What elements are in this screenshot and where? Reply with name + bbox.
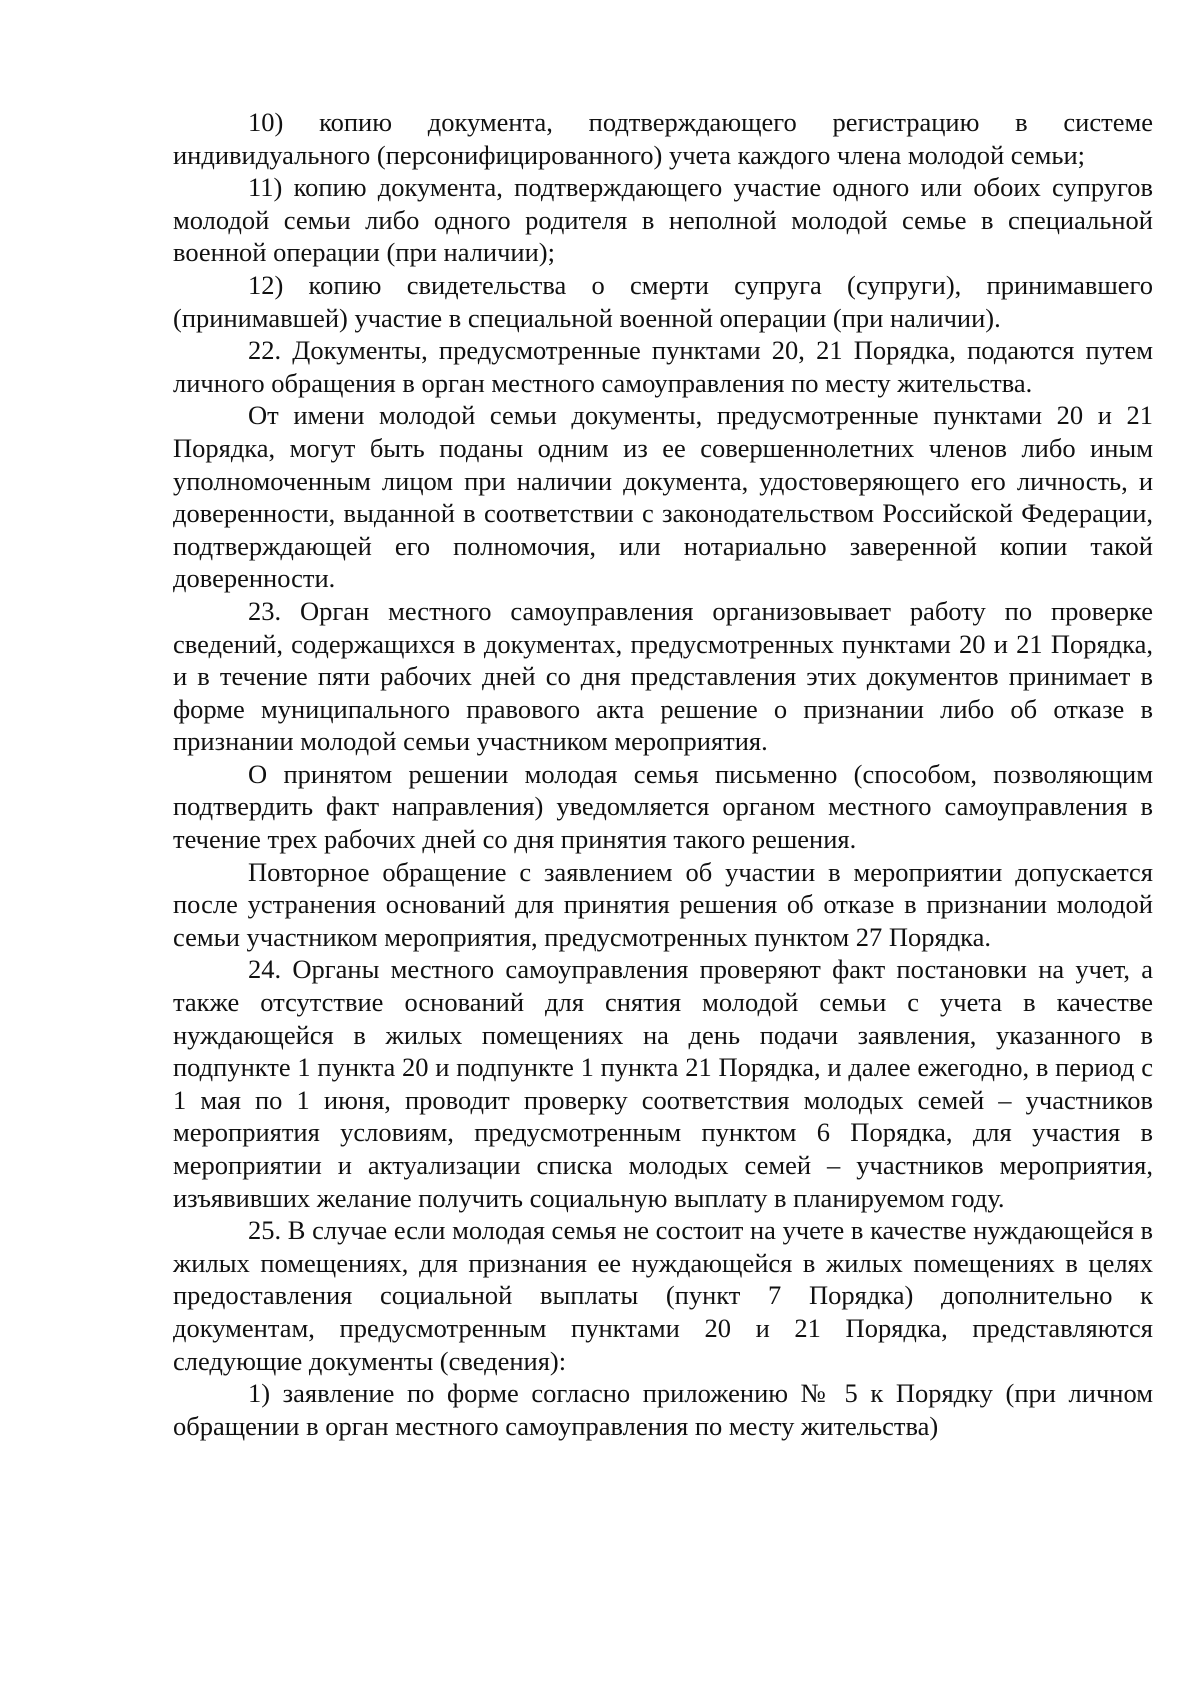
clause-25-paragraph: 25. В случае если молодая семья не состоит на учете в качестве нуждающейся в жилых помещениях, для признания ее нуждающейся в жилых помещениях в целях предоставления социальной выплаты (пункт 7 Порядка) дополнительно к документам, предусмотренным пунктами 20 и 21 Порядка, представляются следующие документы (сведения): (173, 1215, 1153, 1376)
clause-23-notification-paragraph: О принятом решении молодая семья письменно (способом, позволяющим подтвердить факт направления) уведомляется органом местного самоуправления в течение трех рабочих дней со дня принятия такого решения. (173, 758, 1153, 855)
clause-23-paragraph: 23. Орган местного самоуправления организовывает работу по проверке сведений, содержащихся в документах, предусмотренных пунктами 20 и 21 Порядка, и в течение пяти рабочих дней со дня представления этих документов принимает в форме муниципального правового акта решение о признании либо об отказе в признании молодой семьи участником мероприятия. (173, 595, 1153, 757)
clause-25-item-1-paragraph: 1) заявление по форме согласно приложению № 5 к Порядку (при личном обращении в орган местного самоуправления по месту жительства) (173, 1378, 1153, 1441)
clause-24-paragraph: 24. Органы местного самоуправления проверяют факт постановки на учет, а также отсутствие оснований для снятия молодой семьи с учета в качестве нуждающейся в жилых помещениях на день подачи заявления, указанного в подпункте 1 пункта 20 и подпункте 1 пункта 21 Порядка, и далее ежегодно, в период с 1 мая по 1 июня, проводит проверку соответствия молодых семей – участников мероприятия условиям, предусмотренным пунктом 6 Порядка, для участия в мероприятии и актуализации списка молодых семей – участников мероприятия, изъявивших желание получить социальную выплату в планируемом году. (173, 954, 1153, 1213)
clause-22-paragraph: 22. Документы, предусмотренные пунктами 20, 21 Порядка, подаются путем личного обращения в орган местного самоуправления по месту жительства. (173, 335, 1153, 398)
clause-22-representative-paragraph: От имени молодой семьи документы, предусмотренные пунктами 20 и 21 Порядка, могут быть поданы одним из ее совершеннолетних членов либо иным уполномоченным лицом при наличии документа, удостоверяющего его личность, и доверенности, выданной в соответствии с законодательством Российской Федерации, подтверждающей его полномочия, или нотариально заверенной копии такой доверенности. (173, 400, 1153, 594)
item-10-paragraph: 10) копию документа, подтверждающего регистрацию в системе индивидуального (персонифицированного) учета каждого члена молодой семьи; (173, 107, 1153, 170)
item-12-paragraph: 12) копию свидетельства о смерти супруга (супруги), принимавшего (принимавшей) участие в специальной военной операции (при наличии). (173, 269, 1153, 333)
clause-23-repeat-application-paragraph: Повторное обращение с заявлением об участии в мероприятии допускается после устранения оснований для принятия решения об отказе в признании молодой семьи участником мероприятия, предусмотренных пунктом 27 Порядка. (173, 856, 1153, 952)
document-body (173, 106, 1153, 1442)
item-11-paragraph: 11) копию документа, подтверждающего участие одного или обоих супругов молодой семьи либо одного родителя в неполной молодой семье в специальной военной операции (при наличии); (173, 172, 1153, 268)
